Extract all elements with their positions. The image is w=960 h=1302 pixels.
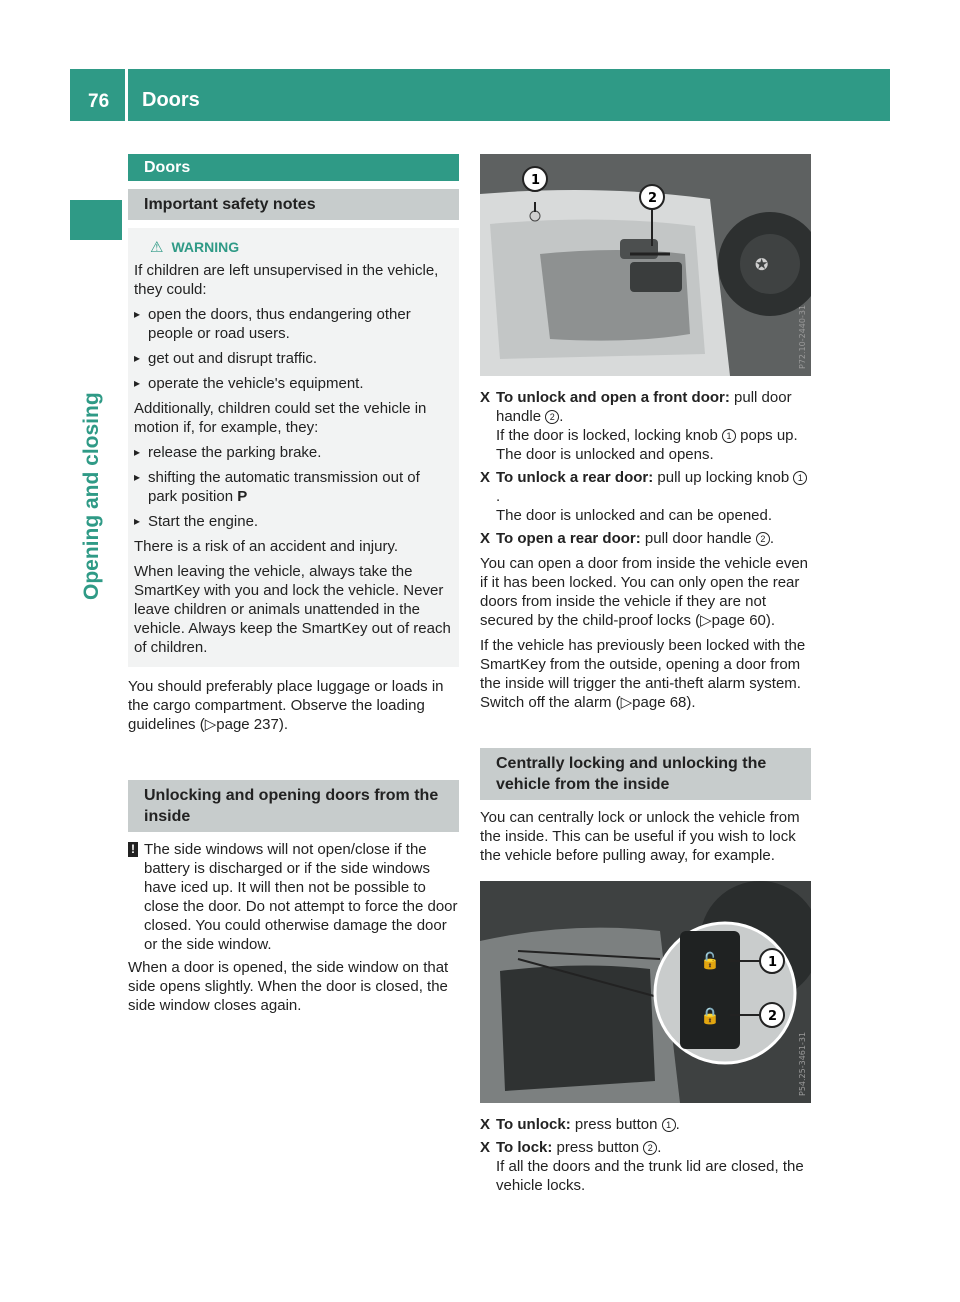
front-door-step: X To unlock and open a front door: pull door handle 2 . If the door is locked, locking knob 1 pops up. The door is unlocked and opens. [480, 389, 798, 463]
step-arrow-icon: X [480, 1139, 491, 1156]
step-text: press button [570, 1116, 662, 1133]
heading-unlocking-doors: Unlocking and opening doors from the inside [128, 780, 459, 832]
lock-step: X To lock: press button 2 . If all the doors and the trunk lid are closed, the vehicle locks. [480, 1139, 804, 1194]
photo-code: P54.25-3461-31 [798, 1031, 807, 1096]
step-arrow-icon: X [480, 469, 491, 486]
heading-central-locking: Centrally locking and unlocking the vehicle from the inside [480, 748, 811, 800]
rear-door-unlock-step: X To unlock a rear door: pull up locking knob 1. The door is unlocked and can be opened. [480, 468, 811, 525]
step-result-2: pops up. The door is unlocked and opens. [496, 427, 798, 463]
callout-1-label: 1 [768, 955, 778, 970]
warning-triangle-icon: ⚠ [150, 239, 164, 256]
step-text: pull up locking knob [653, 469, 794, 486]
page-ref-icon: ▷ [700, 612, 712, 629]
door-handle-photo [480, 154, 811, 376]
lock-button-illustration [480, 881, 811, 1103]
central-locking-paragraph: You can centrally lock or unlock the vehicle from the inside. This can be useful if you wish to lock the vehicle before pulling away, for example. [480, 809, 800, 864]
heading-safety-notes: Important safety notes [128, 189, 459, 220]
para-text: You can open a door from inside the vehicle even if it has been locked. You can only open the rear doors from inside the vehicle if they are not secured by the child-proof locks ( [480, 555, 809, 629]
step-result: If the door is locked, locking knob [496, 427, 722, 444]
page-ref-icon: ▷ [204, 716, 217, 733]
header-divider [125, 69, 128, 121]
left-column [128, 154, 459, 1015]
svg-text:🔒: 🔒 [700, 1006, 720, 1025]
para-text: If the vehicle has previously been locked with the SmartKey from the outside, opening a door from the inside will trigger the anti-theft alarm system. Switch off the alarm ( [480, 637, 806, 711]
warning-bullet: ▸ get out and disrupt traffic. [134, 349, 453, 368]
alarm-paragraph [480, 636, 811, 712]
step-text: pull door handle [640, 530, 756, 547]
park-position-letter: P [237, 488, 248, 505]
rear-door-open-step: X To open a rear door: pull door handle 2 . [480, 530, 774, 547]
step-arrow-icon: X [480, 1116, 491, 1133]
right-column [480, 154, 811, 1199]
luggage-paragraph [128, 677, 459, 734]
step-arrow-icon: X [480, 389, 491, 406]
header-title: Doors [142, 89, 200, 111]
step-result: The door is unlocked and can be opened. [496, 507, 773, 524]
warning-mid: Additionally, children could set the vehicle in motion if, for example, they: [134, 400, 427, 436]
photo-code: P72.10-2440-31 [798, 304, 807, 369]
callout-1-label: 1 [531, 173, 541, 188]
callout-ref-1: 1 [662, 1118, 676, 1132]
luggage-text: You should preferably place luggage or loads in the cargo compartment. Observe the loading guidelines ( [128, 678, 444, 733]
side-tab-marker [70, 200, 122, 240]
page-header-bar [70, 69, 890, 121]
step-label: To lock: [496, 1139, 553, 1156]
warning-leaving: When leaving the vehicle, always take the SmartKey with you and lock the vehicle. Never leave children or animals unattended in the vehicle. Always keep the SmartKey out of reach of children. [134, 563, 451, 656]
warning-box [128, 228, 459, 667]
callout-ref-1: 1 [722, 429, 736, 443]
bullet-text: shifting the automatic transmission out of park position [148, 469, 420, 505]
note-text: The side windows will not open/close if the battery is discharged or if the side windows have iced up. It will then not be possible to close the door. Do not attempt to force the door closed. You could otherwise damage the door or the side window. [144, 841, 458, 953]
callout-2-label: 2 [648, 191, 658, 206]
child-lock-paragraph [480, 554, 811, 630]
unlock-step: X To unlock: press button 1 . [480, 1116, 680, 1133]
step-result: If all the doors and the trunk lid are closed, the vehicle locks. [496, 1158, 804, 1194]
central-lock-buttons-photo [480, 881, 811, 1103]
callout-ref-1: 1 [793, 471, 807, 485]
callout-ref-2: 2 [643, 1141, 657, 1155]
caution-note [128, 840, 459, 954]
warning-label: WARNING [171, 239, 240, 255]
step-text: press button [552, 1139, 644, 1156]
page-ref-icon: ▷ [620, 694, 633, 711]
step-arrow-icon: X [480, 530, 491, 547]
door-interior-illustration [480, 154, 811, 376]
warning-risk: There is a risk of an accident and injury. [134, 538, 399, 555]
callout-ref-2: 2 [545, 410, 559, 424]
callout-ref-2: 2 [756, 532, 770, 546]
exclamation-icon: ! [128, 842, 138, 857]
step-label: To unlock and open a front door: [496, 389, 730, 406]
warning-bullet: ▸ operate the vehicle's equipment. [134, 374, 453, 393]
step-label: To unlock a rear door: [496, 469, 654, 486]
warning-bullet [134, 468, 453, 506]
svg-text:✪: ✪ [755, 255, 769, 274]
svg-text:🔓: 🔓 [700, 951, 720, 970]
warning-bullet: ▸ open the doors, thus endangering other people or road users. [134, 305, 453, 343]
warning-intro: If children are left unsupervised in the vehicle, they could: [134, 262, 439, 298]
page-link[interactable]: page 68). [632, 694, 696, 711]
side-chapter-text: Opening and closing [80, 392, 103, 600]
step-label: To unlock: [496, 1116, 571, 1133]
callout-2-label: 2 [768, 1009, 778, 1024]
warning-bullet: ▸ release the parking brake. [134, 443, 453, 462]
page-number: 76 [88, 91, 110, 112]
page-link[interactable]: page 60). [711, 612, 776, 629]
step-label: To open a rear door: [496, 530, 641, 547]
page-link[interactable]: page 237). [216, 716, 288, 733]
window-paragraph: When a door is opened, the side window on that side opens slightly. When the door is closed, the side window closes again. [128, 959, 449, 1014]
step-text: pull door handle [496, 389, 792, 425]
warning-header [134, 238, 453, 257]
warning-bullet: ▸ Start the engine. [134, 512, 453, 531]
section-title-doors: Doors [128, 154, 459, 181]
